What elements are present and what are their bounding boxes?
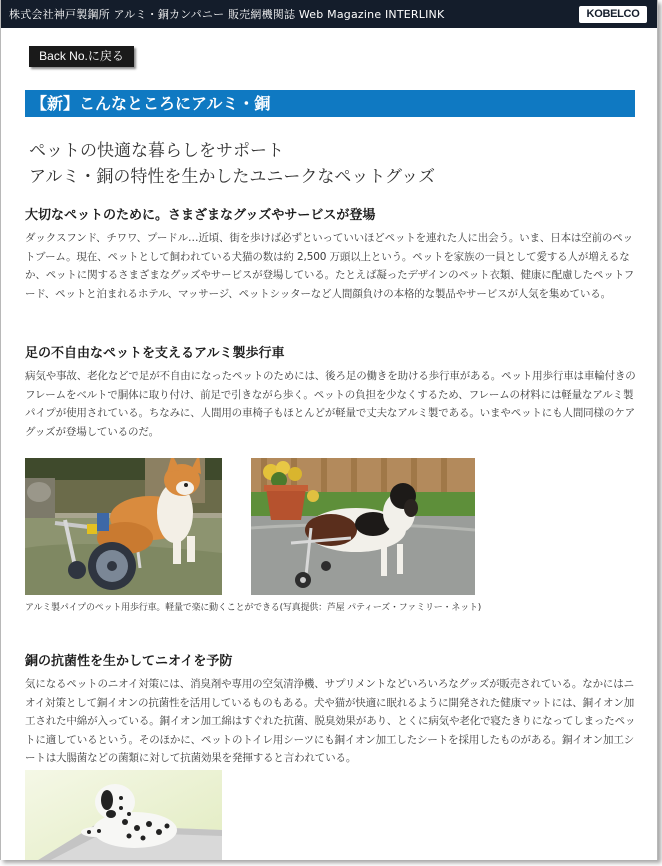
- corgi-walker-photo: [25, 458, 222, 595]
- kobelco-logo[interactable]: KOBELCO: [579, 6, 647, 23]
- headline-line-1: ペットの快適な暮らしをサポート: [29, 141, 284, 161]
- photo-caption: アルミ製パイプのペット用歩行車。軽量で楽に動くことができる(写真提供：芦屋 パティーズ・ファミリー・ネット): [25, 603, 482, 613]
- dalmatian-mat-photo: [25, 770, 222, 860]
- dalmatian-mat-illustration: [25, 770, 222, 860]
- dog-walker-photo: [251, 458, 475, 595]
- back-number-button[interactable]: Back No.に戻る: [29, 46, 134, 67]
- site-header: [1, 0, 657, 28]
- section-body-copy-antibacterial: 気になるペットのニオイ対策には、消臭剤や専用の空気清浄機、サプリメントなどいろいろなグッズが販売されている。なかにはニオイ対策として銅イオンの抗菌性を活用しているものもある。犬や猫が快適に眠れるように開発された健康マットには、銅イオン加工された中綿が入っている。銅イオン加工綿はすぐれた抗菌、脱臭効果があり、とくに病気や老化で寝たきりになってしまったペットに適しているという。そのほかに、ペットのトイレ用シーツにも銅イオン加工したシートを採用したものがある。銅イオン加工シートは大腸菌などの菌類に対して抗菌効果を発揮すると言われている。: [25, 678, 636, 765]
- dog-walker-illustration: [251, 458, 475, 595]
- section-body-walker: 病気や事故、老化などで足が不自由になったペットのためには、後ろ足の働きを助ける歩行車がある。ペット用歩行車は車輪付きのフレームをベルトで胴体に取り付け、前足で引きながら歩く。ペットの負担を少なくするため、フレームの材料には軽量なアルミ製パイプが使用されている。ちなみに、人間用の車椅子もほとんどが軽量で丈夫なアルミ製である。いまやペットにも人間同様のケアグッズが登場しているのだ。: [25, 370, 636, 438]
- article-headline: [29, 138, 639, 190]
- headline-line-2: アルミ・銅の特性を生かしたユニークなペットグッズ: [29, 167, 436, 187]
- section-heading-walker: 足の不自由なペットを支えるアルミ製歩行車: [25, 346, 285, 361]
- section-heading-copy-antibacterial: 銅の抗菌性を生かしてニオイを予防: [25, 654, 233, 669]
- section-body-pet-goods: ダックスフンド、チワワ、プードル…近頃、街を歩けば必ずといっていいほどペットを連れた人に出会う。いま、日本は空前のペットブーム。現在、ペットとして飼われている犬猫の数は約 2,500 万頭以上という。ペットを家族の一員として愛する人が増えるなか、ペットに関するさまざまなグッズやサービスが登場している。たとえば凝ったデザインのペット衣類、健康に配慮したペットフード、ペットと泊まれるホテル、マッサージ、ペットシッターなど人間顔負けの本格的な製品やサービスが人気を集めている。: [25, 232, 635, 300]
- site-title: 株式会社神戸製鋼所 アルミ・銅カンパニー 販売網機関誌 Web Magazine INTERLINK: [9, 8, 445, 21]
- section-title: 【新】こんなところにアルミ・銅: [25, 90, 635, 117]
- corgi-walker-illustration: [25, 458, 222, 595]
- section-heading-pet-goods: 大切なペットのために。さまざまなグッズやサービスが登場: [25, 208, 376, 223]
